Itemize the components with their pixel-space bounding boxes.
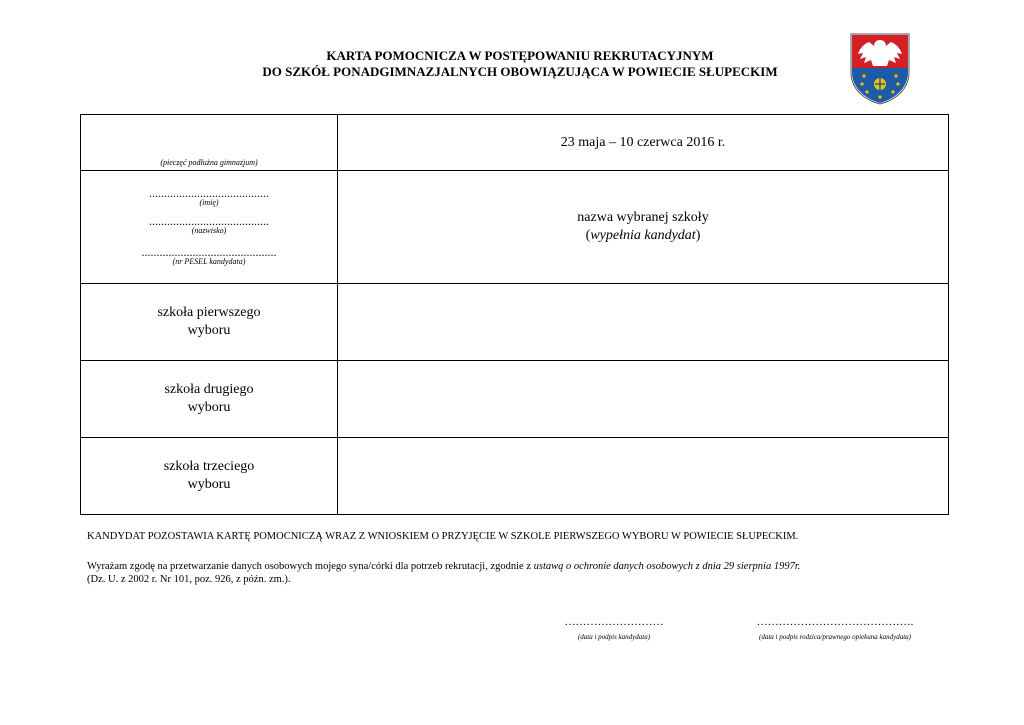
parent-signature-line[interactable]: ……………………………………. [756, 616, 914, 628]
recruitment-form-table [80, 114, 949, 515]
dates-cell [338, 115, 949, 171]
document-title-line1: KARTA POMOCNICZA W POSTĘPOWANIU REKRUTACYJNYM [326, 48, 714, 63]
third-choice-label-cell: szkoła trzeciego wyboru [81, 438, 338, 515]
school-name-header-cell [338, 171, 949, 284]
pesel-field[interactable]: ............................................. [141, 245, 277, 259]
submission-notice: KANDYDAT POZOSTAWIA KARTĘ POMOCNICZĄ WRAZ Z WNIOSKIEM O PRZYJĘCIE W SZKOLE PIERWSZEGO WYBORU W POWIECIE SŁUPECKIM. [87, 531, 799, 542]
data-consent-text: Wyrażam zgodę na przetwarzanie danych osobowych mojego syna/córki dla potrzeb rekrutacji, zgodnie z ustawą o ochronie danych osobowych z dnia 29 sierpnia 1997r. (Dz. U. z 2002 r. Nr 101, poz. 926, z późn. zm.). [87, 561, 801, 585]
parent-signature[interactable] [718, 616, 952, 642]
school-name-header: nazwa wybranej szkoły [577, 210, 709, 225]
second-choice-school-input[interactable] [338, 361, 949, 438]
candidate-signature[interactable] [528, 616, 700, 642]
coat-of-arms-icon [849, 32, 911, 106]
recruitment-dates: 23 maja – 10 czerwca 2016 r. [560, 135, 726, 150]
stamp-caption: (pieczęć podłużna gimnazjum) [160, 158, 258, 167]
school-name-hint: (wypełnia kandydat) [585, 228, 701, 243]
first-name-caption: (imię) [199, 198, 219, 207]
first-name-field[interactable]: ........................................ [149, 186, 269, 200]
document-title-line2: DO SZKÓŁ PONADGIMNAZJALNYCH OBOWIĄZUJĄCA W POWIECIE SŁUPECKIM [262, 64, 778, 79]
candidate-data-cell[interactable] [81, 171, 338, 284]
third-choice-school-input[interactable] [338, 438, 949, 515]
parent-signature-caption: (data i podpis rodzica/prawnego opiekuna kandydata) [759, 633, 911, 641]
pesel-caption: (nr PESEL kandydata) [172, 257, 246, 266]
second-choice-label-cell: szkoła drugiego wyboru [81, 361, 338, 438]
school-stamp-cell [81, 115, 338, 171]
first-choice-label-cell: szkoła pierwszego wyboru [81, 284, 338, 361]
candidate-signature-line[interactable]: ……………………… [564, 616, 664, 628]
last-name-field[interactable]: ........................................ [149, 214, 269, 228]
first-choice-school-input[interactable] [338, 284, 949, 361]
last-name-caption: (nazwisko) [191, 226, 227, 235]
candidate-signature-caption: (data i podpis kandydata) [577, 633, 651, 641]
